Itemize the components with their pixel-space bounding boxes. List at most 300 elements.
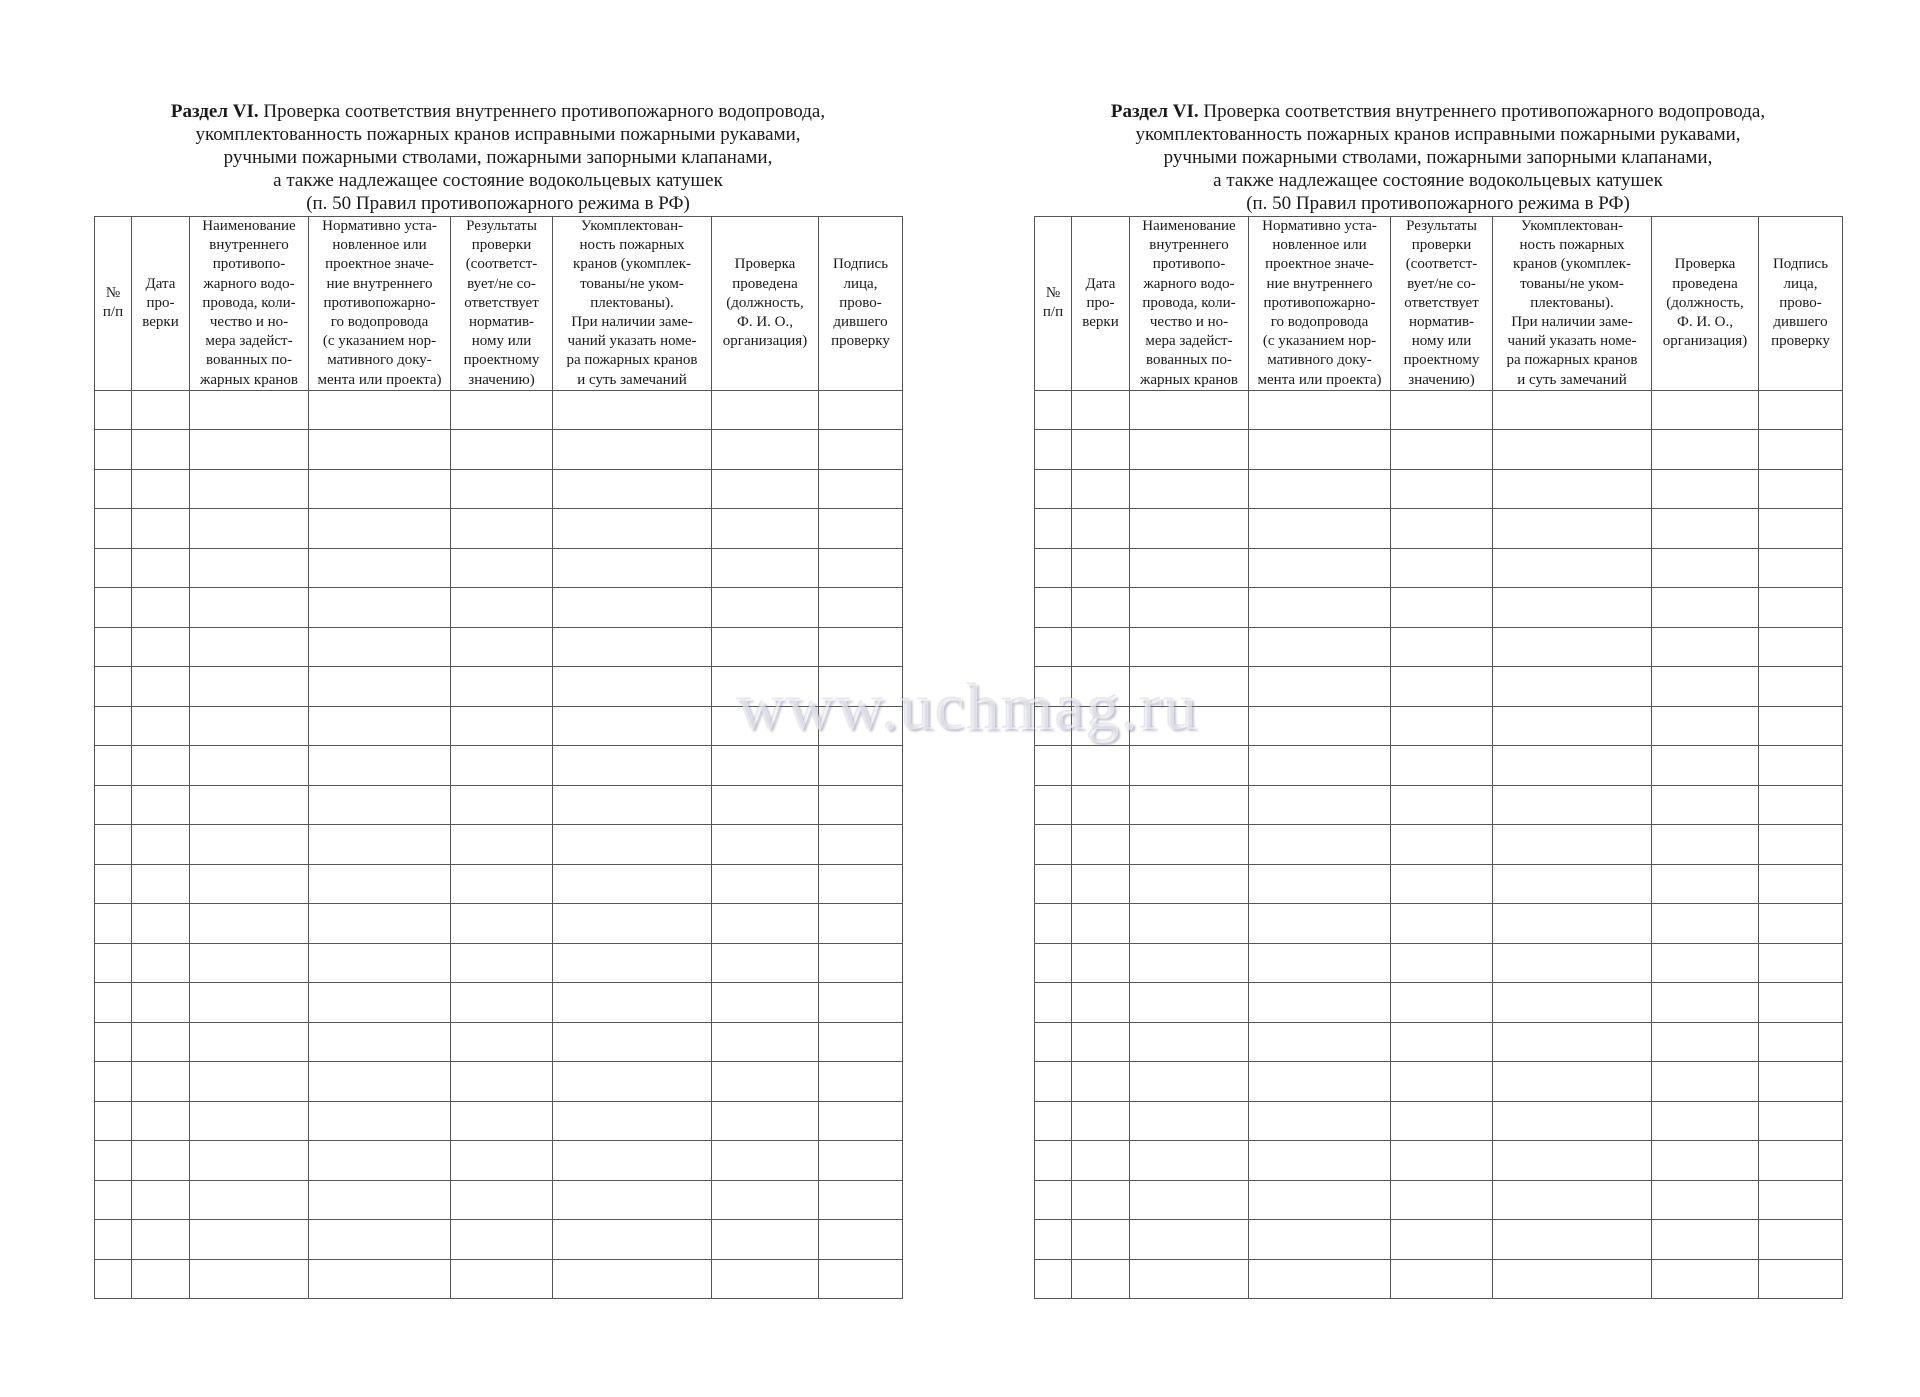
table-cell-completeness[interactable] <box>1493 904 1652 944</box>
table-cell-signature[interactable] <box>819 509 903 549</box>
table-cell-date[interactable] <box>1072 943 1130 983</box>
table-cell-completeness[interactable] <box>553 469 712 509</box>
table-cell-completeness[interactable] <box>1493 390 1652 430</box>
table-cell-normative-value[interactable] <box>309 1062 451 1102</box>
table-cell-signature[interactable] <box>1759 825 1843 865</box>
table-cell-inspected-by[interactable] <box>712 825 819 865</box>
table-cell-inspected-by[interactable] <box>1652 983 1759 1023</box>
table-cell-water-supply-name[interactable] <box>1130 825 1249 865</box>
table-cell-water-supply-name[interactable] <box>190 588 309 628</box>
table-cell-number[interactable] <box>1035 1220 1072 1260</box>
table-cell-water-supply-name[interactable] <box>190 509 309 549</box>
table-cell-check-results[interactable] <box>451 627 553 667</box>
table-cell-date[interactable] <box>132 825 190 865</box>
table-cell-water-supply-name[interactable] <box>1130 904 1249 944</box>
table-cell-completeness[interactable] <box>553 1259 712 1299</box>
table-cell-water-supply-name[interactable] <box>1130 1180 1249 1220</box>
table-cell-signature[interactable] <box>819 1141 903 1181</box>
table-cell-inspected-by[interactable] <box>712 548 819 588</box>
table-cell-completeness[interactable] <box>553 548 712 588</box>
table-cell-date[interactable] <box>1072 706 1130 746</box>
table-cell-number[interactable] <box>1035 1180 1072 1220</box>
table-cell-water-supply-name[interactable] <box>1130 588 1249 628</box>
table-cell-date[interactable] <box>132 706 190 746</box>
table-cell-inspected-by[interactable] <box>712 746 819 786</box>
table-cell-check-results[interactable] <box>1391 588 1493 628</box>
table-cell-inspected-by[interactable] <box>1652 1062 1759 1102</box>
table-cell-signature[interactable] <box>819 746 903 786</box>
table-cell-number[interactable] <box>95 1022 132 1062</box>
table-cell-completeness[interactable] <box>1493 1022 1652 1062</box>
table-cell-check-results[interactable] <box>1391 548 1493 588</box>
table-cell-signature[interactable] <box>1759 1101 1843 1141</box>
table-cell-normative-value[interactable] <box>1249 1141 1391 1181</box>
table-cell-number[interactable] <box>95 1180 132 1220</box>
table-cell-water-supply-name[interactable] <box>1130 983 1249 1023</box>
table-cell-normative-value[interactable] <box>1249 588 1391 628</box>
table-cell-signature[interactable] <box>819 430 903 470</box>
table-cell-date[interactable] <box>1072 825 1130 865</box>
table-cell-date[interactable] <box>132 1022 190 1062</box>
table-cell-water-supply-name[interactable] <box>190 390 309 430</box>
table-cell-normative-value[interactable] <box>1249 904 1391 944</box>
table-cell-number[interactable] <box>95 390 132 430</box>
table-cell-date[interactable] <box>132 864 190 904</box>
table-cell-completeness[interactable] <box>1493 825 1652 865</box>
table-cell-number[interactable] <box>1035 1101 1072 1141</box>
table-cell-normative-value[interactable] <box>309 1180 451 1220</box>
table-cell-check-results[interactable] <box>451 1220 553 1260</box>
table-cell-number[interactable] <box>95 430 132 470</box>
table-cell-signature[interactable] <box>819 1180 903 1220</box>
table-cell-inspected-by[interactable] <box>1652 746 1759 786</box>
table-cell-completeness[interactable] <box>553 430 712 470</box>
table-cell-water-supply-name[interactable] <box>190 904 309 944</box>
table-cell-check-results[interactable] <box>1391 983 1493 1023</box>
table-cell-completeness[interactable] <box>1493 1180 1652 1220</box>
table-cell-date[interactable] <box>1072 1220 1130 1260</box>
table-cell-completeness[interactable] <box>1493 469 1652 509</box>
table-cell-inspected-by[interactable] <box>712 588 819 628</box>
table-cell-signature[interactable] <box>819 627 903 667</box>
table-cell-signature[interactable] <box>1759 430 1843 470</box>
table-cell-date[interactable] <box>1072 627 1130 667</box>
table-cell-signature[interactable] <box>1759 746 1843 786</box>
table-cell-inspected-by[interactable] <box>712 1259 819 1299</box>
table-cell-water-supply-name[interactable] <box>190 430 309 470</box>
table-cell-date[interactable] <box>132 1259 190 1299</box>
table-cell-inspected-by[interactable] <box>1652 1022 1759 1062</box>
table-cell-number[interactable] <box>1035 706 1072 746</box>
table-cell-normative-value[interactable] <box>309 627 451 667</box>
table-cell-check-results[interactable] <box>1391 1141 1493 1181</box>
table-cell-completeness[interactable] <box>1493 667 1652 707</box>
table-cell-signature[interactable] <box>819 943 903 983</box>
table-cell-check-results[interactable] <box>451 588 553 628</box>
table-cell-check-results[interactable] <box>1391 1220 1493 1260</box>
table-cell-normative-value[interactable] <box>1249 509 1391 549</box>
table-cell-inspected-by[interactable] <box>712 430 819 470</box>
table-cell-date[interactable] <box>132 785 190 825</box>
table-cell-water-supply-name[interactable] <box>1130 509 1249 549</box>
table-cell-inspected-by[interactable] <box>1652 864 1759 904</box>
table-cell-completeness[interactable] <box>553 1062 712 1102</box>
table-cell-date[interactable] <box>1072 390 1130 430</box>
table-cell-check-results[interactable] <box>451 1141 553 1181</box>
table-cell-normative-value[interactable] <box>309 509 451 549</box>
table-cell-date[interactable] <box>132 390 190 430</box>
table-cell-date[interactable] <box>1072 1022 1130 1062</box>
table-cell-signature[interactable] <box>819 390 903 430</box>
table-cell-water-supply-name[interactable] <box>1130 1220 1249 1260</box>
table-cell-completeness[interactable] <box>553 983 712 1023</box>
table-cell-signature[interactable] <box>1759 627 1843 667</box>
table-cell-number[interactable] <box>95 1141 132 1181</box>
table-cell-number[interactable] <box>95 588 132 628</box>
table-cell-check-results[interactable] <box>451 469 553 509</box>
table-cell-completeness[interactable] <box>1493 746 1652 786</box>
table-cell-inspected-by[interactable] <box>1652 943 1759 983</box>
table-cell-number[interactable] <box>1035 785 1072 825</box>
table-cell-number[interactable] <box>95 1062 132 1102</box>
table-cell-date[interactable] <box>1072 1259 1130 1299</box>
table-cell-number[interactable] <box>1035 904 1072 944</box>
table-cell-water-supply-name[interactable] <box>1130 706 1249 746</box>
table-cell-completeness[interactable] <box>1493 983 1652 1023</box>
table-cell-completeness[interactable] <box>553 943 712 983</box>
table-cell-check-results[interactable] <box>451 1062 553 1102</box>
table-cell-signature[interactable] <box>819 1062 903 1102</box>
table-cell-normative-value[interactable] <box>309 1141 451 1181</box>
table-cell-water-supply-name[interactable] <box>190 864 309 904</box>
table-cell-completeness[interactable] <box>553 746 712 786</box>
table-cell-inspected-by[interactable] <box>712 904 819 944</box>
table-cell-signature[interactable] <box>819 1101 903 1141</box>
table-cell-water-supply-name[interactable] <box>190 825 309 865</box>
table-cell-check-results[interactable] <box>1391 430 1493 470</box>
table-cell-completeness[interactable] <box>553 1220 712 1260</box>
table-cell-signature[interactable] <box>1759 588 1843 628</box>
table-cell-inspected-by[interactable] <box>712 864 819 904</box>
table-cell-number[interactable] <box>95 509 132 549</box>
table-cell-date[interactable] <box>1072 509 1130 549</box>
table-cell-signature[interactable] <box>819 667 903 707</box>
table-cell-signature[interactable] <box>819 1259 903 1299</box>
table-cell-inspected-by[interactable] <box>1652 588 1759 628</box>
table-cell-signature[interactable] <box>1759 667 1843 707</box>
table-cell-normative-value[interactable] <box>309 1101 451 1141</box>
table-cell-water-supply-name[interactable] <box>190 469 309 509</box>
table-cell-number[interactable] <box>95 825 132 865</box>
table-cell-date[interactable] <box>1072 864 1130 904</box>
table-cell-normative-value[interactable] <box>1249 706 1391 746</box>
table-cell-date[interactable] <box>132 1180 190 1220</box>
table-cell-water-supply-name[interactable] <box>190 1220 309 1260</box>
table-cell-completeness[interactable] <box>1493 1062 1652 1102</box>
table-cell-date[interactable] <box>132 430 190 470</box>
table-cell-normative-value[interactable] <box>309 1259 451 1299</box>
table-cell-date[interactable] <box>132 667 190 707</box>
table-cell-normative-value[interactable] <box>1249 1220 1391 1260</box>
table-cell-signature[interactable] <box>819 825 903 865</box>
table-cell-signature[interactable] <box>1759 1141 1843 1181</box>
table-cell-water-supply-name[interactable] <box>1130 1101 1249 1141</box>
table-cell-normative-value[interactable] <box>1249 1022 1391 1062</box>
table-cell-check-results[interactable] <box>451 548 553 588</box>
table-cell-check-results[interactable] <box>1391 904 1493 944</box>
table-cell-water-supply-name[interactable] <box>190 1022 309 1062</box>
table-cell-completeness[interactable] <box>1493 1101 1652 1141</box>
table-cell-completeness[interactable] <box>553 1180 712 1220</box>
table-cell-date[interactable] <box>132 509 190 549</box>
table-cell-check-results[interactable] <box>1391 1062 1493 1102</box>
table-cell-normative-value[interactable] <box>1249 983 1391 1023</box>
table-cell-number[interactable] <box>1035 746 1072 786</box>
table-cell-signature[interactable] <box>1759 904 1843 944</box>
table-cell-normative-value[interactable] <box>309 469 451 509</box>
table-cell-inspected-by[interactable] <box>1652 469 1759 509</box>
table-cell-number[interactable] <box>1035 864 1072 904</box>
table-cell-completeness[interactable] <box>1493 627 1652 667</box>
table-cell-normative-value[interactable] <box>309 588 451 628</box>
table-cell-water-supply-name[interactable] <box>190 746 309 786</box>
table-cell-date[interactable] <box>1072 588 1130 628</box>
table-cell-number[interactable] <box>1035 509 1072 549</box>
table-cell-number[interactable] <box>1035 667 1072 707</box>
table-cell-date[interactable] <box>132 904 190 944</box>
table-cell-number[interactable] <box>1035 1141 1072 1181</box>
table-cell-check-results[interactable] <box>1391 667 1493 707</box>
table-cell-normative-value[interactable] <box>1249 548 1391 588</box>
table-cell-date[interactable] <box>1072 1062 1130 1102</box>
table-cell-signature[interactable] <box>1759 1022 1843 1062</box>
table-cell-inspected-by[interactable] <box>1652 1141 1759 1181</box>
table-cell-signature[interactable] <box>1759 864 1843 904</box>
table-cell-inspected-by[interactable] <box>712 469 819 509</box>
table-cell-check-results[interactable] <box>1391 1259 1493 1299</box>
table-cell-number[interactable] <box>1035 825 1072 865</box>
table-cell-water-supply-name[interactable] <box>190 1141 309 1181</box>
table-cell-inspected-by[interactable] <box>1652 706 1759 746</box>
table-cell-date[interactable] <box>1072 667 1130 707</box>
table-cell-signature[interactable] <box>1759 1062 1843 1102</box>
table-cell-number[interactable] <box>95 548 132 588</box>
table-cell-signature[interactable] <box>1759 1180 1843 1220</box>
table-cell-number[interactable] <box>1035 1022 1072 1062</box>
table-cell-completeness[interactable] <box>553 390 712 430</box>
table-cell-check-results[interactable] <box>451 509 553 549</box>
table-cell-check-results[interactable] <box>1391 943 1493 983</box>
table-cell-number[interactable] <box>95 627 132 667</box>
table-cell-signature[interactable] <box>819 983 903 1023</box>
table-cell-check-results[interactable] <box>451 706 553 746</box>
table-cell-signature[interactable] <box>819 1220 903 1260</box>
table-cell-signature[interactable] <box>1759 983 1843 1023</box>
table-cell-inspected-by[interactable] <box>712 1180 819 1220</box>
table-cell-water-supply-name[interactable] <box>1130 548 1249 588</box>
table-cell-date[interactable] <box>1072 746 1130 786</box>
table-cell-number[interactable] <box>1035 430 1072 470</box>
table-cell-number[interactable] <box>95 983 132 1023</box>
table-cell-number[interactable] <box>95 904 132 944</box>
table-cell-completeness[interactable] <box>553 706 712 746</box>
table-cell-signature[interactable] <box>819 548 903 588</box>
table-cell-normative-value[interactable] <box>309 548 451 588</box>
table-cell-signature[interactable] <box>1759 1259 1843 1299</box>
table-cell-check-results[interactable] <box>451 667 553 707</box>
table-cell-normative-value[interactable] <box>309 706 451 746</box>
table-cell-number[interactable] <box>95 1101 132 1141</box>
table-cell-normative-value[interactable] <box>309 1022 451 1062</box>
table-cell-check-results[interactable] <box>1391 864 1493 904</box>
table-cell-check-results[interactable] <box>1391 627 1493 667</box>
table-cell-normative-value[interactable] <box>309 785 451 825</box>
table-cell-check-results[interactable] <box>1391 785 1493 825</box>
table-cell-signature[interactable] <box>819 469 903 509</box>
table-cell-water-supply-name[interactable] <box>190 667 309 707</box>
table-cell-date[interactable] <box>1072 904 1130 944</box>
table-cell-number[interactable] <box>1035 627 1072 667</box>
table-cell-date[interactable] <box>132 1141 190 1181</box>
table-cell-water-supply-name[interactable] <box>1130 746 1249 786</box>
table-cell-normative-value[interactable] <box>1249 825 1391 865</box>
table-cell-signature[interactable] <box>819 706 903 746</box>
table-cell-check-results[interactable] <box>451 1259 553 1299</box>
table-cell-completeness[interactable] <box>553 1101 712 1141</box>
table-cell-inspected-by[interactable] <box>1652 1101 1759 1141</box>
table-cell-completeness[interactable] <box>1493 864 1652 904</box>
table-cell-number[interactable] <box>95 943 132 983</box>
table-cell-signature[interactable] <box>1759 469 1843 509</box>
table-cell-number[interactable] <box>95 667 132 707</box>
table-cell-completeness[interactable] <box>553 667 712 707</box>
table-cell-normative-value[interactable] <box>309 667 451 707</box>
table-cell-date[interactable] <box>132 469 190 509</box>
table-cell-inspected-by[interactable] <box>1652 1180 1759 1220</box>
table-cell-check-results[interactable] <box>451 1022 553 1062</box>
table-cell-check-results[interactable] <box>451 1101 553 1141</box>
table-cell-water-supply-name[interactable] <box>1130 1062 1249 1102</box>
table-cell-completeness[interactable] <box>1493 1141 1652 1181</box>
table-cell-inspected-by[interactable] <box>712 1141 819 1181</box>
table-cell-check-results[interactable] <box>1391 746 1493 786</box>
table-cell-normative-value[interactable] <box>1249 667 1391 707</box>
table-cell-normative-value[interactable] <box>309 943 451 983</box>
table-cell-water-supply-name[interactable] <box>1130 1022 1249 1062</box>
table-cell-water-supply-name[interactable] <box>1130 1141 1249 1181</box>
table-cell-completeness[interactable] <box>553 588 712 628</box>
table-cell-inspected-by[interactable] <box>712 667 819 707</box>
table-cell-normative-value[interactable] <box>1249 1259 1391 1299</box>
table-cell-water-supply-name[interactable] <box>1130 627 1249 667</box>
table-cell-normative-value[interactable] <box>1249 785 1391 825</box>
table-cell-date[interactable] <box>132 1062 190 1102</box>
table-cell-completeness[interactable] <box>1493 943 1652 983</box>
table-cell-completeness[interactable] <box>1493 430 1652 470</box>
table-cell-check-results[interactable] <box>1391 469 1493 509</box>
table-cell-completeness[interactable] <box>553 825 712 865</box>
table-cell-check-results[interactable] <box>451 983 553 1023</box>
table-cell-check-results[interactable] <box>451 746 553 786</box>
table-cell-inspected-by[interactable] <box>1652 904 1759 944</box>
table-cell-date[interactable] <box>1072 469 1130 509</box>
table-cell-water-supply-name[interactable] <box>190 1101 309 1141</box>
table-cell-check-results[interactable] <box>451 390 553 430</box>
table-cell-check-results[interactable] <box>1391 1180 1493 1220</box>
table-cell-completeness[interactable] <box>1493 1259 1652 1299</box>
table-cell-water-supply-name[interactable] <box>1130 469 1249 509</box>
table-cell-number[interactable] <box>1035 588 1072 628</box>
table-cell-signature[interactable] <box>1759 548 1843 588</box>
table-cell-water-supply-name[interactable] <box>190 785 309 825</box>
table-cell-signature[interactable] <box>819 1022 903 1062</box>
table-cell-water-supply-name[interactable] <box>1130 864 1249 904</box>
table-cell-number[interactable] <box>95 864 132 904</box>
table-cell-inspected-by[interactable] <box>1652 390 1759 430</box>
table-cell-check-results[interactable] <box>1391 1101 1493 1141</box>
table-cell-date[interactable] <box>1072 430 1130 470</box>
table-cell-date[interactable] <box>132 943 190 983</box>
table-cell-date[interactable] <box>1072 1180 1130 1220</box>
table-cell-completeness[interactable] <box>1493 785 1652 825</box>
table-cell-check-results[interactable] <box>1391 706 1493 746</box>
table-cell-normative-value[interactable] <box>309 1220 451 1260</box>
table-cell-signature[interactable] <box>819 864 903 904</box>
table-cell-water-supply-name[interactable] <box>190 943 309 983</box>
table-cell-inspected-by[interactable] <box>1652 430 1759 470</box>
table-cell-date[interactable] <box>1072 1101 1130 1141</box>
table-cell-inspected-by[interactable] <box>712 983 819 1023</box>
table-cell-check-results[interactable] <box>451 1180 553 1220</box>
table-cell-check-results[interactable] <box>1391 390 1493 430</box>
table-cell-inspected-by[interactable] <box>712 785 819 825</box>
table-cell-number[interactable] <box>1035 469 1072 509</box>
table-cell-number[interactable] <box>1035 983 1072 1023</box>
table-cell-normative-value[interactable] <box>1249 469 1391 509</box>
table-cell-date[interactable] <box>132 1101 190 1141</box>
table-cell-normative-value[interactable] <box>309 390 451 430</box>
table-cell-completeness[interactable] <box>553 509 712 549</box>
table-cell-date[interactable] <box>1072 983 1130 1023</box>
table-cell-normative-value[interactable] <box>1249 1101 1391 1141</box>
table-cell-signature[interactable] <box>819 904 903 944</box>
table-cell-check-results[interactable] <box>1391 1022 1493 1062</box>
table-cell-date[interactable] <box>132 746 190 786</box>
table-cell-check-results[interactable] <box>451 943 553 983</box>
table-cell-water-supply-name[interactable] <box>1130 943 1249 983</box>
table-cell-inspected-by[interactable] <box>1652 667 1759 707</box>
table-cell-inspected-by[interactable] <box>712 390 819 430</box>
table-cell-completeness[interactable] <box>553 627 712 667</box>
table-cell-inspected-by[interactable] <box>1652 548 1759 588</box>
table-cell-number[interactable] <box>95 1220 132 1260</box>
table-cell-number[interactable] <box>1035 943 1072 983</box>
table-cell-number[interactable] <box>95 706 132 746</box>
table-cell-water-supply-name[interactable] <box>190 627 309 667</box>
table-cell-inspected-by[interactable] <box>712 627 819 667</box>
table-cell-signature[interactable] <box>1759 1220 1843 1260</box>
table-cell-inspected-by[interactable] <box>712 1062 819 1102</box>
table-cell-normative-value[interactable] <box>309 904 451 944</box>
table-cell-water-supply-name[interactable] <box>190 548 309 588</box>
table-cell-date[interactable] <box>1072 1141 1130 1181</box>
table-cell-inspected-by[interactable] <box>712 943 819 983</box>
table-cell-inspected-by[interactable] <box>1652 1259 1759 1299</box>
table-cell-check-results[interactable] <box>451 825 553 865</box>
table-cell-date[interactable] <box>1072 548 1130 588</box>
table-cell-inspected-by[interactable] <box>712 1220 819 1260</box>
table-cell-normative-value[interactable] <box>309 430 451 470</box>
